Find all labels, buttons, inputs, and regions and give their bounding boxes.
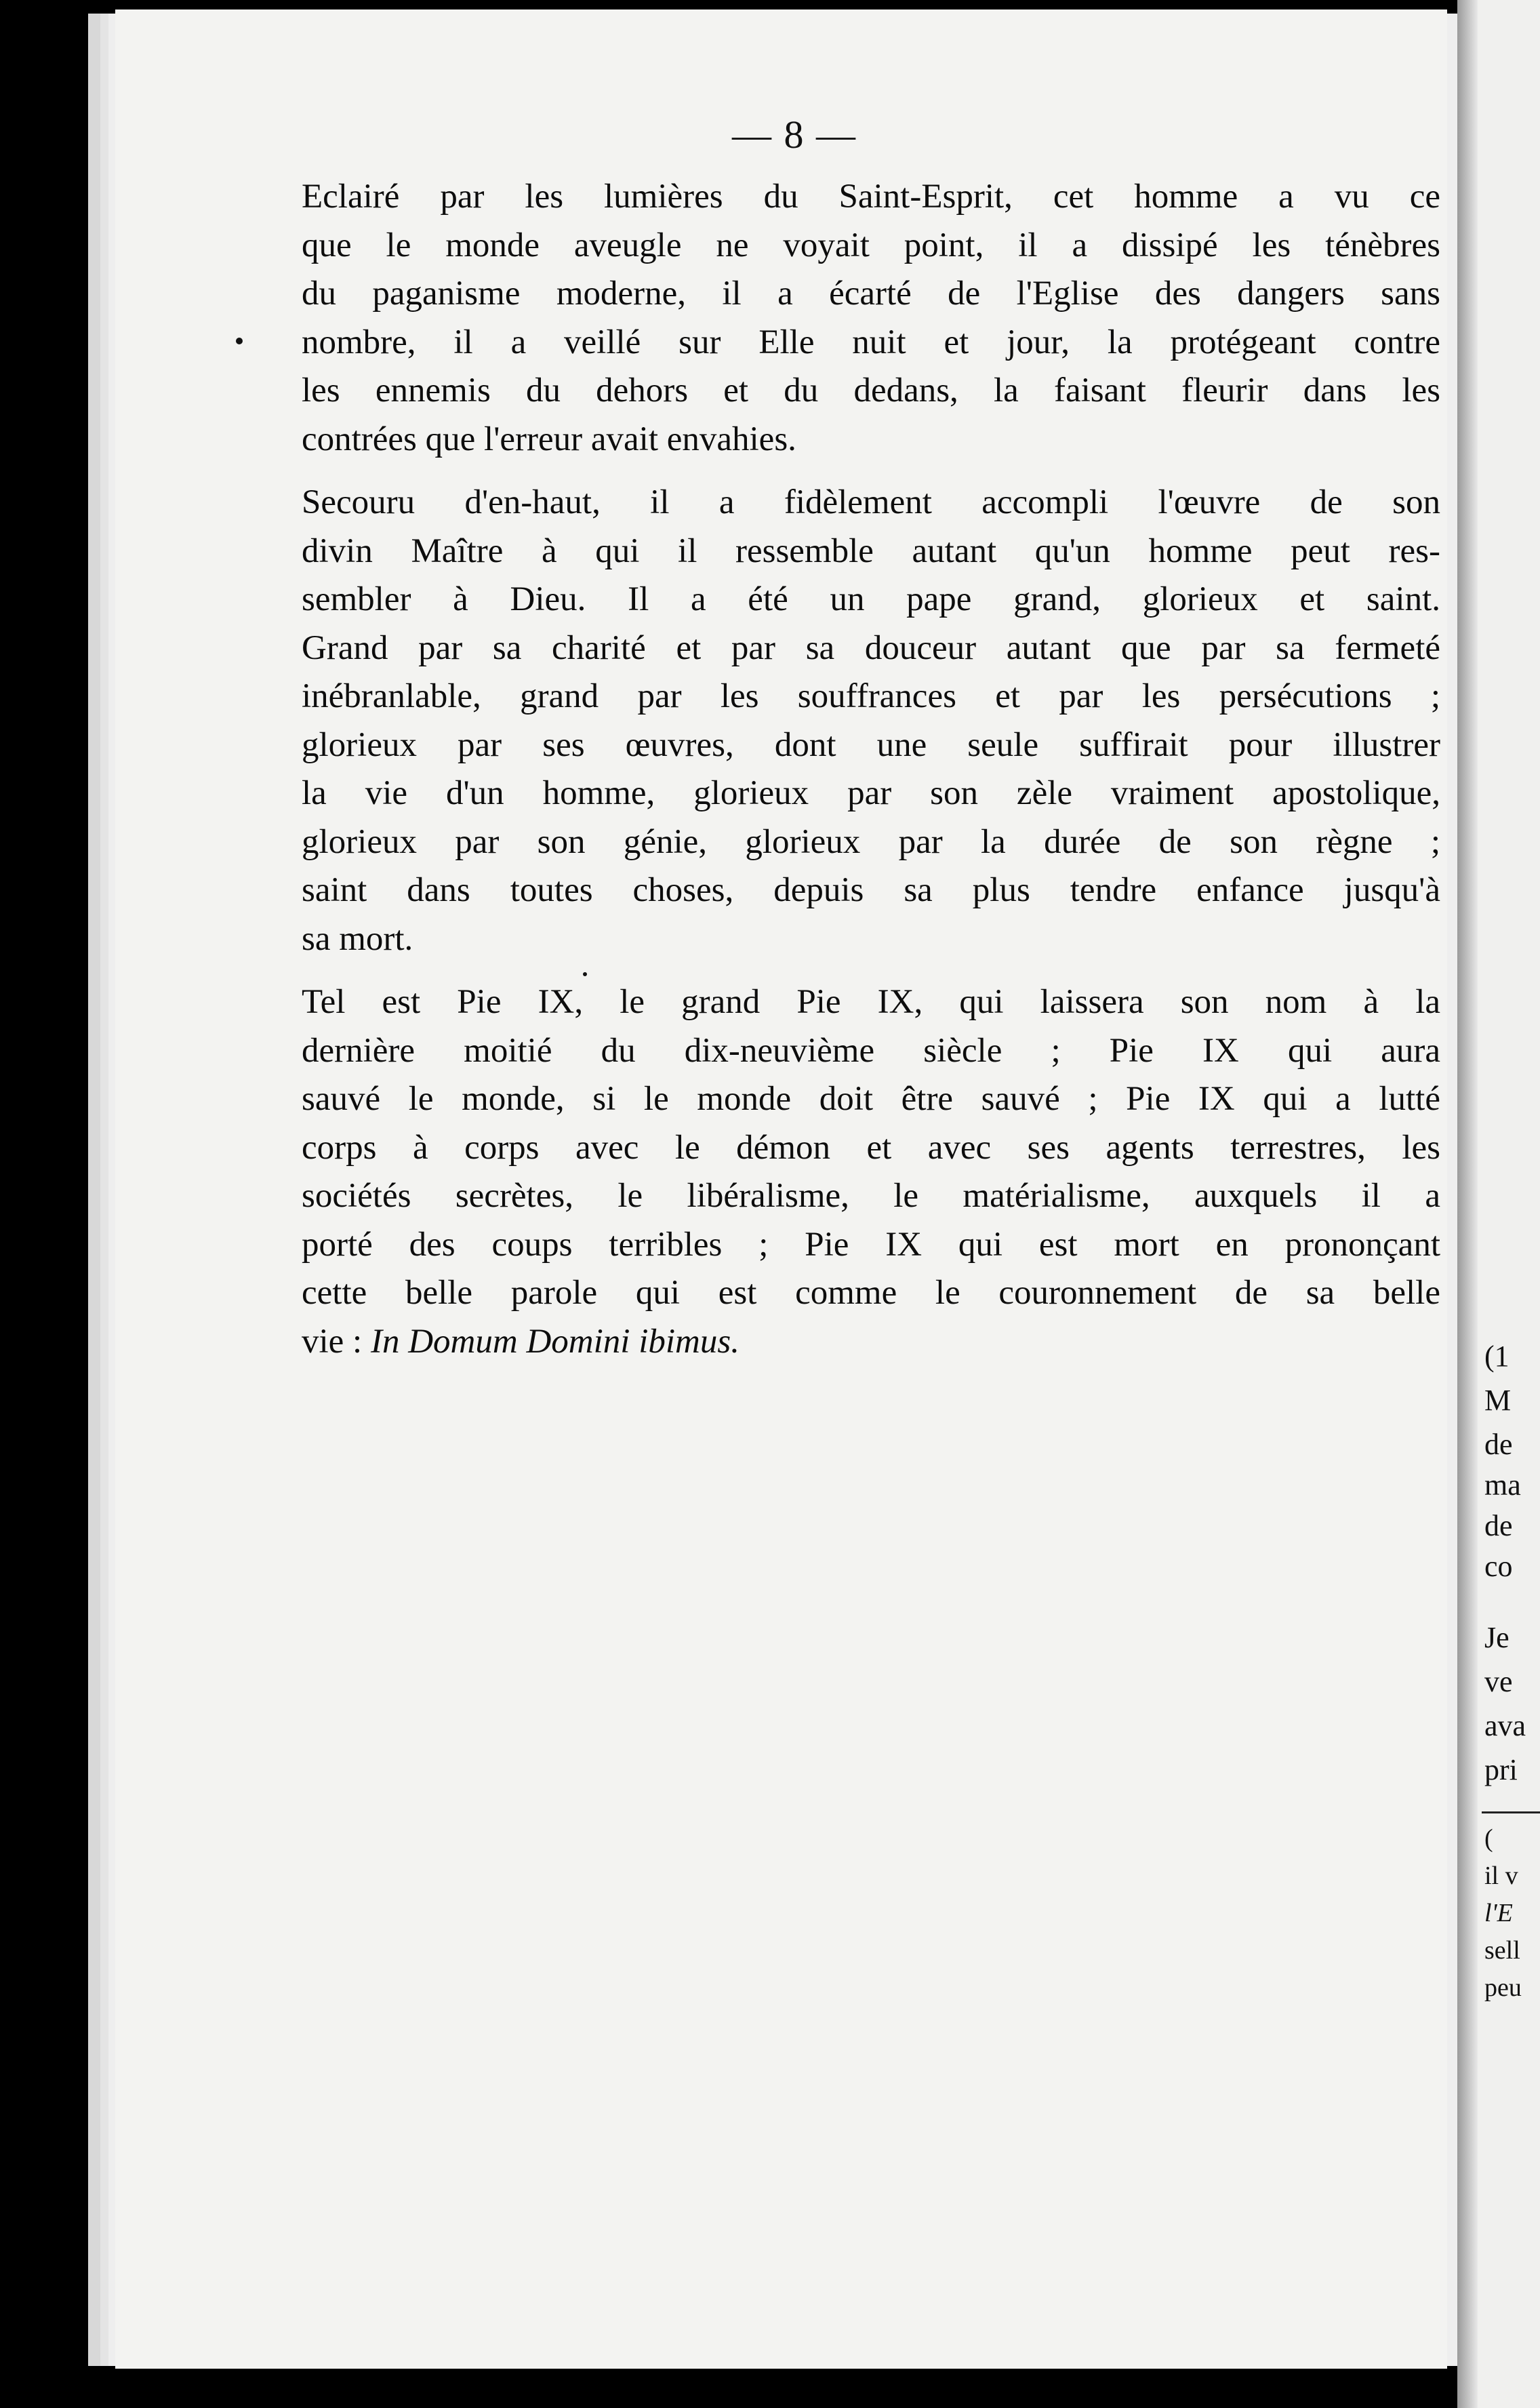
paragraph-1: [261, 173, 1440, 464]
text-line: nombre, il a veillé sur Elle nuit et jour, la protégeant contre: [302, 323, 1440, 361]
neighbour-fragment: (: [1484, 1824, 1493, 1853]
text-line: glorieux par son génie, glorieux par la durée de son règne ;: [302, 822, 1440, 861]
neighbour-page: [1457, 0, 1540, 2408]
neighbour-fragment: co: [1484, 1550, 1513, 1583]
text-line: divin Maître à qui il ressemble autant qu'un homme peut res-: [302, 531, 1440, 570]
text-line: Secouru d'en-haut, il a fidèlement accompli l'œuvre de son: [302, 483, 1440, 521]
neighbour-fragment: (1: [1484, 1340, 1509, 1373]
neighbour-fragment: il v: [1484, 1862, 1518, 1890]
text-line: sociétés secrètes, le libéralisme, le matérialisme, auxquels il a: [302, 1177, 1440, 1215]
neighbour-fragment: Je: [1484, 1621, 1509, 1654]
neighbour-fragment: peu: [1484, 1973, 1522, 2002]
text-line: la vie d'un homme, glorieux par son zèle vraiment apostolique,: [302, 774, 1440, 812]
text-line: [261, 1318, 1440, 1367]
paragraph-3: [261, 978, 1440, 1366]
neighbour-fragment: l'E: [1484, 1899, 1513, 1927]
text-line: Eclairé par les lumières du Saint-Esprit, cet homme a vu ce: [302, 178, 1440, 216]
text-line: saint dans toutes choses, depuis sa plus tendre enfance jusqu'à: [302, 871, 1440, 909]
text-line: corps à corps avec le démon et avec ses agents terrestres, les: [302, 1128, 1440, 1167]
paragraph-2: [261, 479, 1440, 963]
body-text: [261, 173, 1440, 1381]
neighbour-fragment: ve: [1484, 1665, 1513, 1698]
text-line: contrées que l'erreur avait envahies.: [302, 420, 796, 458]
text-line: cette belle parole qui est comme le couronnement de sa belle: [302, 1274, 1440, 1312]
text-line: que le monde aveugle ne voyait point, il a dissipé les ténèbres: [302, 226, 1440, 264]
text-line: porté des coups terribles ; Pie IX qui est mort en prononçant: [302, 1225, 1440, 1264]
text-line: glorieux par ses œuvres, dont une seule suffirait pour illustrer: [302, 725, 1440, 764]
text-line: les ennemis du dehors et du dedans, la faisant fleurir dans les: [302, 372, 1440, 409]
text-line: sauvé le monde, si le monde doit être sauvé ; Pie IX qui a lutté: [302, 1080, 1440, 1118]
text-line: du paganisme moderne, il a écarté de l'Eglise des dangers sans: [302, 275, 1440, 313]
neighbour-fragment: de: [1484, 1428, 1513, 1461]
neighbour-fragment: sell: [1484, 1936, 1520, 1965]
footnote-rule: [1482, 1811, 1540, 1813]
page-number: — 8 —: [732, 113, 857, 157]
text-line: sa mort.: [302, 919, 413, 958]
ink-speck: [236, 338, 243, 344]
text-line: sembler à Dieu. Il a été un pape grand, glorieux et saint.: [302, 580, 1440, 618]
neighbour-fragment: de: [1484, 1509, 1513, 1542]
text-line: dernière moitié du dix-neuvième siècle ; Pie IX qui aura: [302, 1031, 1440, 1070]
text-line: Grand par sa charité et par sa douceur autant que par sa fermeté: [302, 628, 1440, 667]
neighbour-fragment: ava: [1484, 1709, 1526, 1742]
neighbour-fragment: M: [1484, 1384, 1512, 1417]
text-line: Tel est Pie IX, le grand Pie IX, qui laissera son nom à la: [302, 983, 1440, 1021]
closing-prefix: vie :: [302, 1322, 371, 1361]
neighbour-fragment: pri: [1484, 1753, 1518, 1786]
text-line: inébranlable, grand par les souffrances et par les persécutions ;: [302, 677, 1440, 715]
latin-quote: In Domum Domini ibimus.: [370, 1322, 739, 1361]
page-gutter-shadow: [1457, 0, 1478, 2408]
neighbour-fragment: ma: [1484, 1468, 1521, 1502]
